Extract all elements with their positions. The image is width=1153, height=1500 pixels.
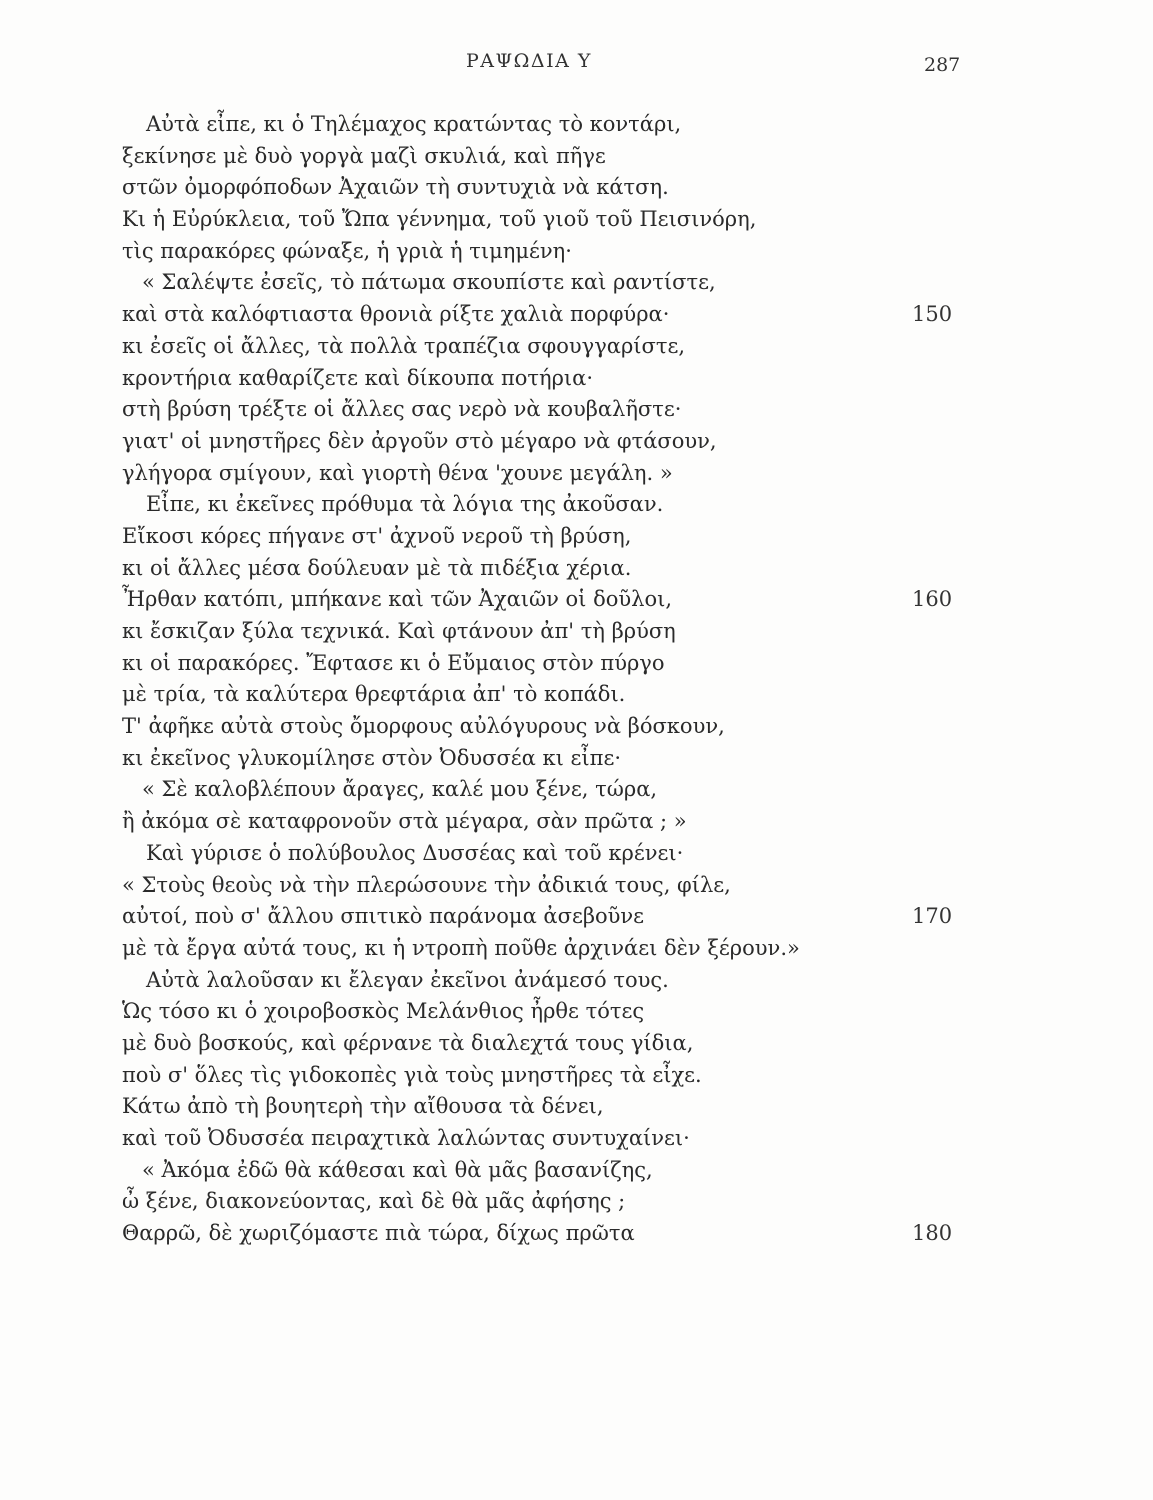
line-number: 180 <box>912 1221 953 1246</box>
verse-line <box>0 901 1153 933</box>
verse-line <box>0 1028 1153 1060</box>
verse-line <box>0 743 1153 775</box>
verse-text: κι ἐκεῖνος γλυκομίλησε στὸν Ὀδυσσέα κι εἶπε· <box>122 745 622 770</box>
verse-text: κι οἱ ἄλλες μέσα δούλευαν μὲ τὰ πιδέξια χέρια. <box>122 555 632 580</box>
verse-line <box>0 363 1153 395</box>
verse-line <box>0 1186 1153 1218</box>
verse-text: ἢ ἀκόμα σὲ καταφρονοῦν στὰ μέγαρα, σὰν πρῶτα ; » <box>122 809 687 834</box>
verse-text: κροντήρια καθαρίζετε καὶ δίκουπα ποτήρια· <box>122 365 594 390</box>
verse-line <box>0 933 1153 965</box>
verse-line <box>0 806 1153 838</box>
verse-text: κι ἐσεῖς οἱ ἄλλες, τὰ πολλὰ τραπέζια σφουγγαρίστε, <box>122 333 686 358</box>
verse-line <box>0 679 1153 711</box>
verse-line <box>0 331 1153 363</box>
verse-line <box>0 394 1153 426</box>
verse-text: ξεκίνησε μὲ δυὸ γοργὰ μαζὶ σκυλιά, καὶ πῆγε <box>122 143 606 168</box>
verse-text: Αὐτὰ εἶπε, κι ὁ Τηλέμαχος κρατώντας τὸ κοντάρι, <box>146 112 682 136</box>
verse-line <box>0 172 1153 204</box>
verse-text: αὐτοί, ποὺ σ' ἄλλου σπιτικὸ παράνομα ἀσεβοῦνε <box>122 904 645 929</box>
verse-line <box>0 838 1153 870</box>
verse-line <box>0 299 1153 331</box>
verse-line <box>0 584 1153 616</box>
verse-line <box>0 267 1153 299</box>
verse-text: Αὐτὰ λαλοῦσαν κι ἔλεγαν ἐκεῖνοι ἀνάμεσό τους. <box>146 967 669 992</box>
verse-text: γιατ' οἱ μνηστῆρες δὲν ἀργοῦν στὸ μέγαρο νὰ φτάσουν, <box>122 428 717 453</box>
verse-line <box>0 236 1153 268</box>
verse-text: « Στοὺς θεοὺς νὰ τὴν πλερώσουνε τὴν ἀδικιά τους, φίλε, <box>122 872 731 897</box>
verse-text: Εἴκοσι κόρες πήγανε στ' ἀχνοῦ νεροῦ τὴ βρύση, <box>122 523 632 548</box>
verse-block <box>0 109 1153 1250</box>
verse-line <box>0 458 1153 490</box>
verse-line <box>0 426 1153 458</box>
verse-text: μὲ δυὸ βοσκούς, καὶ φέρνανε τὰ διαλεχτά τους γίδια, <box>122 1030 694 1055</box>
verse-line <box>0 204 1153 236</box>
verse-text: στὴ βρύση τρέξτε οἱ ἄλλες σας νερὸ νὰ κουβαλῆστε· <box>122 397 682 422</box>
verse-line <box>0 1123 1153 1155</box>
line-number: 160 <box>912 587 953 612</box>
verse-line <box>0 774 1153 806</box>
verse-text: Εἶπε, κι ἐκεῖνες πρόθυμα τὰ λόγια της ἀκοῦσαν. <box>146 492 664 517</box>
verse-text: Κι ἡ Εὐρύκλεια, τοῦ Ὤπα γέννημα, τοῦ γιοῦ τοῦ Πεισινόρη, <box>122 207 757 232</box>
running-head <box>0 50 1153 80</box>
verse-text: « Ἀκόμα ἐδῶ θὰ κάθεσαι καὶ θὰ μᾶς βασανίζης, <box>142 1157 653 1182</box>
verse-line <box>0 1091 1153 1123</box>
verse-text: μὲ τὰ ἔργα αὐτά τους, κι ἡ ντροπὴ ποῦθε ἀρχινάει δὲν ξέρουν.» <box>122 935 800 960</box>
verse-text: Κάτω ἀπὸ τὴ βουητερὴ τὴν αἴθουσα τὰ δένει, <box>122 1094 604 1119</box>
verse-text: Καὶ γύρισε ὁ πολύβουλος Δυσσέας καὶ τοῦ κρένει· <box>146 840 684 865</box>
verse-text: « Σὲ καλοβλέπουν ἄραγες, καλέ μου ξένε, τώρα, <box>142 777 658 802</box>
verse-text: κι ἔσκιζαν ξύλα τεχνικά. Καὶ φτάνουν ἀπ' τὴ βρύση <box>122 619 676 643</box>
verse-line <box>0 965 1153 997</box>
verse-line <box>0 648 1153 680</box>
verse-text: καὶ τοῦ Ὀδυσσέα πειραχτικὰ λαλώντας συντυχαίνει· <box>122 1126 690 1150</box>
verse-line <box>0 489 1153 521</box>
verse-line <box>0 553 1153 585</box>
verse-line <box>0 1218 1153 1250</box>
verse-line <box>0 1060 1153 1092</box>
verse-line <box>0 616 1153 648</box>
verse-line <box>0 996 1153 1028</box>
verse-text: κι οἱ παρακόρες. Ἔφτασε κι ὁ Εὔμαιος στὸν πύργο <box>122 650 665 675</box>
verse-line <box>0 521 1153 553</box>
verse-line <box>0 141 1153 173</box>
verse-text: Ὡς τόσο κι ὁ χοιροβοσκὸς Μελάνθιος ἦρθε τότες <box>122 999 645 1024</box>
page-number: 287 <box>924 54 961 76</box>
verse-text: γλήγορα σμίγουν, καὶ γιορτὴ θένα 'χουνε μεγάλη. » <box>122 460 673 485</box>
verse-line <box>0 711 1153 743</box>
verse-text: ὦ ξένε, διακονεύοντας, καὶ δὲ θὰ μᾶς ἀφήσης ; <box>122 1189 626 1214</box>
line-number: 150 <box>912 302 953 327</box>
verse-text: στῶν ὀμορφόποδων Ἀχαιῶν τὴ συντυχιὰ νὰ κάτση. <box>122 175 669 200</box>
verse-text: καὶ στὰ καλόφτιαστα θρονιὰ ρίξτε χαλιὰ πορφύρα· <box>122 302 670 327</box>
verse-text: τὶς παρακόρες φώναξε, ἡ γριὰ ἡ τιμημένη· <box>122 238 572 263</box>
verse-text: ποὺ σ' ὅλες τὶς γιδοκοπὲς γιὰ τοὺς μνηστῆρες τὰ εἶχε. <box>122 1062 702 1087</box>
running-title: ΡΑΨΩΔΙΑ Υ <box>466 50 592 72</box>
verse-text: « Σαλέψτε ἐσεῖς, τὸ πάτωμα σκουπίστε καὶ ραντίστε, <box>142 270 716 295</box>
line-number: 170 <box>912 904 953 929</box>
verse-text: μὲ τρία, τὰ καλύτερα θρεφτάρια ἀπ' τὸ κοπάδι. <box>122 682 626 707</box>
verse-text: Θαρρῶ, δὲ χωριζόμαστε πιὰ τώρα, δίχως πρῶτα <box>122 1221 635 1246</box>
verse-line <box>0 870 1153 902</box>
verse-text: Τ' ἀφῆκε αὐτὰ στοὺς ὄμορφους αὐλόγυρους νὰ βόσκουν, <box>122 714 725 739</box>
verse-line <box>0 109 1153 141</box>
verse-line <box>0 1155 1153 1187</box>
verse-text: Ἦρθαν κατόπι, μπήκανε καὶ τῶν Ἀχαιῶν οἱ δοῦλοι, <box>122 587 673 612</box>
